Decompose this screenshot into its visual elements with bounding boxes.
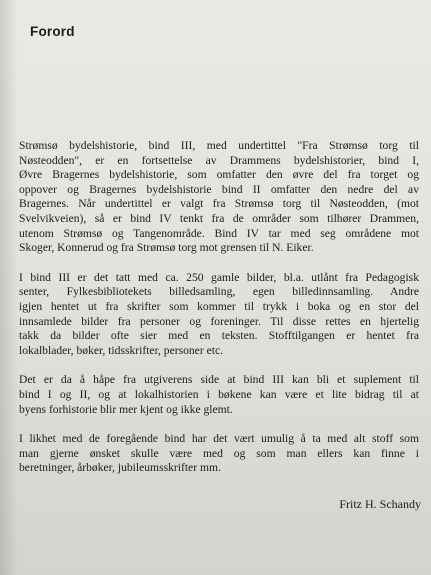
text-line: oppover og Bragernes bydelshistorie bind II omfatter den nedre del av bbox=[19, 182, 419, 196]
signature: Fritz H. Schandy bbox=[339, 497, 421, 511]
preface-body bbox=[19, 139, 419, 491]
paragraph-1 bbox=[19, 139, 419, 256]
text-line: lokalblader, bøker, tidsskrifter, personer etc. bbox=[19, 343, 223, 357]
text-line: innsamlede bilder fra personer og foreninger. Til disse rettes en hjertelig bbox=[19, 314, 419, 328]
text-line: utenom Strømsø og Tangenområde. Bind IV tar med seg områdene mot bbox=[19, 226, 419, 240]
text-line: Strømsø bydelshistorie, bind III, med undertittel "Fra Strømsø torg til bbox=[19, 139, 419, 152]
text-line: Nøsteodden", er en fortsettelse av Drammens bydelshistorier, bind I, bbox=[19, 153, 419, 167]
page-edge-shadow bbox=[0, 0, 18, 575]
text-line: beretninger, årbøker, jubileumsskrifter mm. bbox=[19, 461, 221, 475]
text-line: man gjerne ønsket skulle være med og som man ellers kan finne i bbox=[19, 446, 419, 460]
text-line: Øvre Bragernes bydelshistorie, som omfatter den øvre del fra torget og bbox=[19, 168, 419, 182]
text-line: I likhet med de foregående bind har det vært umulig å ta med alt stoff som bbox=[19, 432, 419, 446]
paragraph-2 bbox=[19, 271, 419, 359]
text-line: igjen hentet ut fra skrifter som kommer til trykk i boka og en stor del bbox=[19, 299, 419, 313]
text-line: bind I og II, og at lokalhistorien i bøkene kan være et lite bidrag til at bbox=[19, 387, 419, 401]
text-line: Det er da å håpe fra utgiverens side at bind III kan bli et suplement til bbox=[19, 373, 419, 387]
text-line: I bind III er det tatt med ca. 250 gamle bilder, bl.a. utlånt fra Pedagogisk bbox=[19, 270, 419, 284]
text-line: byens forhistorie blir mer kjent og ikke glemt. bbox=[19, 402, 233, 416]
text-line: Svelvikveien), så er bind IV tenkt fra de områder som tilhører Drammen, bbox=[19, 211, 419, 225]
paragraph-3 bbox=[19, 373, 419, 417]
text-line: senter, Fylkesbibliotekets billedsamling, egen billedinnsamling. Andre bbox=[19, 285, 419, 299]
page-title: Forord bbox=[30, 24, 75, 39]
paragraph-4 bbox=[19, 432, 419, 476]
text-line: Skoger, Konnerud og fra Strømsø torg mot grensen til N. Eiker. bbox=[19, 241, 314, 255]
text-line: Bragernes. Når undertittel er valgt fra Strømsø torg til Nøsteodden, (mot bbox=[19, 197, 419, 211]
text-line: takk da bilder ofte sier med en teksten. Stofftilgangen er hentet fra bbox=[19, 329, 419, 343]
